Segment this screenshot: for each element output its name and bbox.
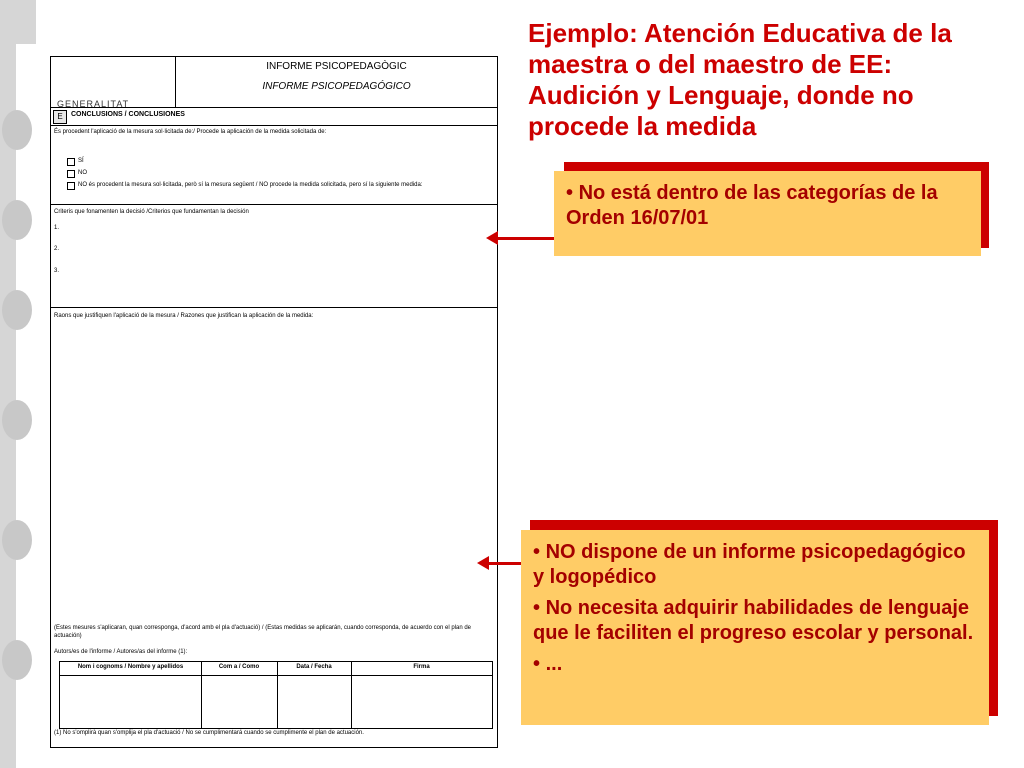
table-header-name: Nom i cognoms / Nombre y apellidos [77, 664, 184, 670]
divider [51, 307, 497, 308]
arrow-left-icon [486, 231, 498, 245]
bullet-icon: • [566, 182, 574, 204]
arrow-bottom-shaft [489, 562, 521, 565]
criteria-label: Criteris que fonamenten la decisió /Criterios que fundamentan la decisión [54, 209, 249, 215]
arrow-top-shaft [498, 237, 554, 240]
footnote: (1) No s'omplirà quan s'omplija el pla d'actuació / No se cumplimentará cuando se cumplimente el plan de actuación. [54, 730, 364, 736]
option-no: NO [78, 170, 87, 176]
callout-bottom-item: No necesita adquirir habilidades de lenguaje que le faciliten el progreso escolar y personal. [533, 597, 974, 644]
generalitat-logo: GENERALITAT [57, 99, 130, 109]
checkbox-other-measure[interactable] [67, 182, 75, 190]
report-form [50, 56, 498, 748]
apply-note: (Estes mesures s'aplicaran, quan corresponga, d'acord amb el pla d'actuació) / (Estas medidas se aplicarán, cuando corresponda, de acuerdo con el plan de actuación) [54, 625, 472, 639]
checkbox-no[interactable] [67, 170, 75, 178]
band-shape [2, 520, 32, 560]
authors-col [60, 662, 202, 728]
bullet-icon: • [533, 653, 541, 675]
criteria-item: 3. [54, 268, 60, 274]
band-shape [2, 290, 32, 330]
band-shape [2, 110, 32, 150]
section-letter: E [53, 110, 67, 124]
option-si: SÍ [78, 158, 84, 164]
callout-bottom-item: NO dispone de un informe psicopedagógico y logopédico [533, 541, 966, 588]
callout-top [554, 171, 981, 256]
callout-bottom [521, 530, 989, 725]
band-shape [2, 400, 32, 440]
arrow-left-icon [477, 556, 489, 570]
bullet-icon: • [533, 541, 541, 563]
callout-bottom-item: ... [545, 653, 563, 675]
form-header [51, 57, 497, 108]
bullet-icon: • [533, 597, 541, 619]
form-title-ca: INFORME PSICOPEDAGÒGIC [266, 61, 407, 72]
section-header [51, 107, 497, 126]
authors-label: Autors/es de l'informe / Autores/as del informe (1): [54, 649, 188, 655]
section-title: CONCLUSIONS / CONCLUSIONES [71, 111, 185, 118]
authors-table [59, 661, 493, 729]
checkbox-si[interactable] [67, 158, 75, 166]
band-shape [2, 200, 32, 240]
question-label: És procedent l'aplicació de la mesura sol·licitada de:/ Procede la aplicación de la medida solicitada de: [54, 129, 327, 135]
callout-top-item: No está dentro de las categorías de la Orden 16/07/01 [566, 182, 938, 229]
criteria-item: 1. [54, 225, 60, 231]
reasons-label: Raons que justifiquen l'aplicació de la mesura / Razones que justifican la aplicación de la medida: [54, 313, 314, 319]
criteria-item: 2. [54, 246, 60, 252]
form-title-es: INFORME PSICOPEDAGÓGICO [262, 81, 411, 92]
table-header-date: Data / Fecha [296, 664, 332, 670]
option-other-measure: NO és procedent la mesura sol·licitada, però sí la mesura següent / NO procede la medida solicitada, pero sí la siguiente medida: [78, 182, 423, 188]
divider [51, 204, 497, 205]
slide-title: Ejemplo: Atención Educativa de la maestra o del maestro de EE: Audición y Lenguaje, donde no procede la medida [528, 18, 952, 141]
authors-col [277, 662, 352, 728]
table-header-as: Com a / Como [218, 664, 260, 670]
authors-col [201, 662, 278, 728]
band-shape [2, 640, 32, 680]
form-logo-cell [51, 57, 176, 107]
table-header-signature: Firma [413, 664, 430, 670]
